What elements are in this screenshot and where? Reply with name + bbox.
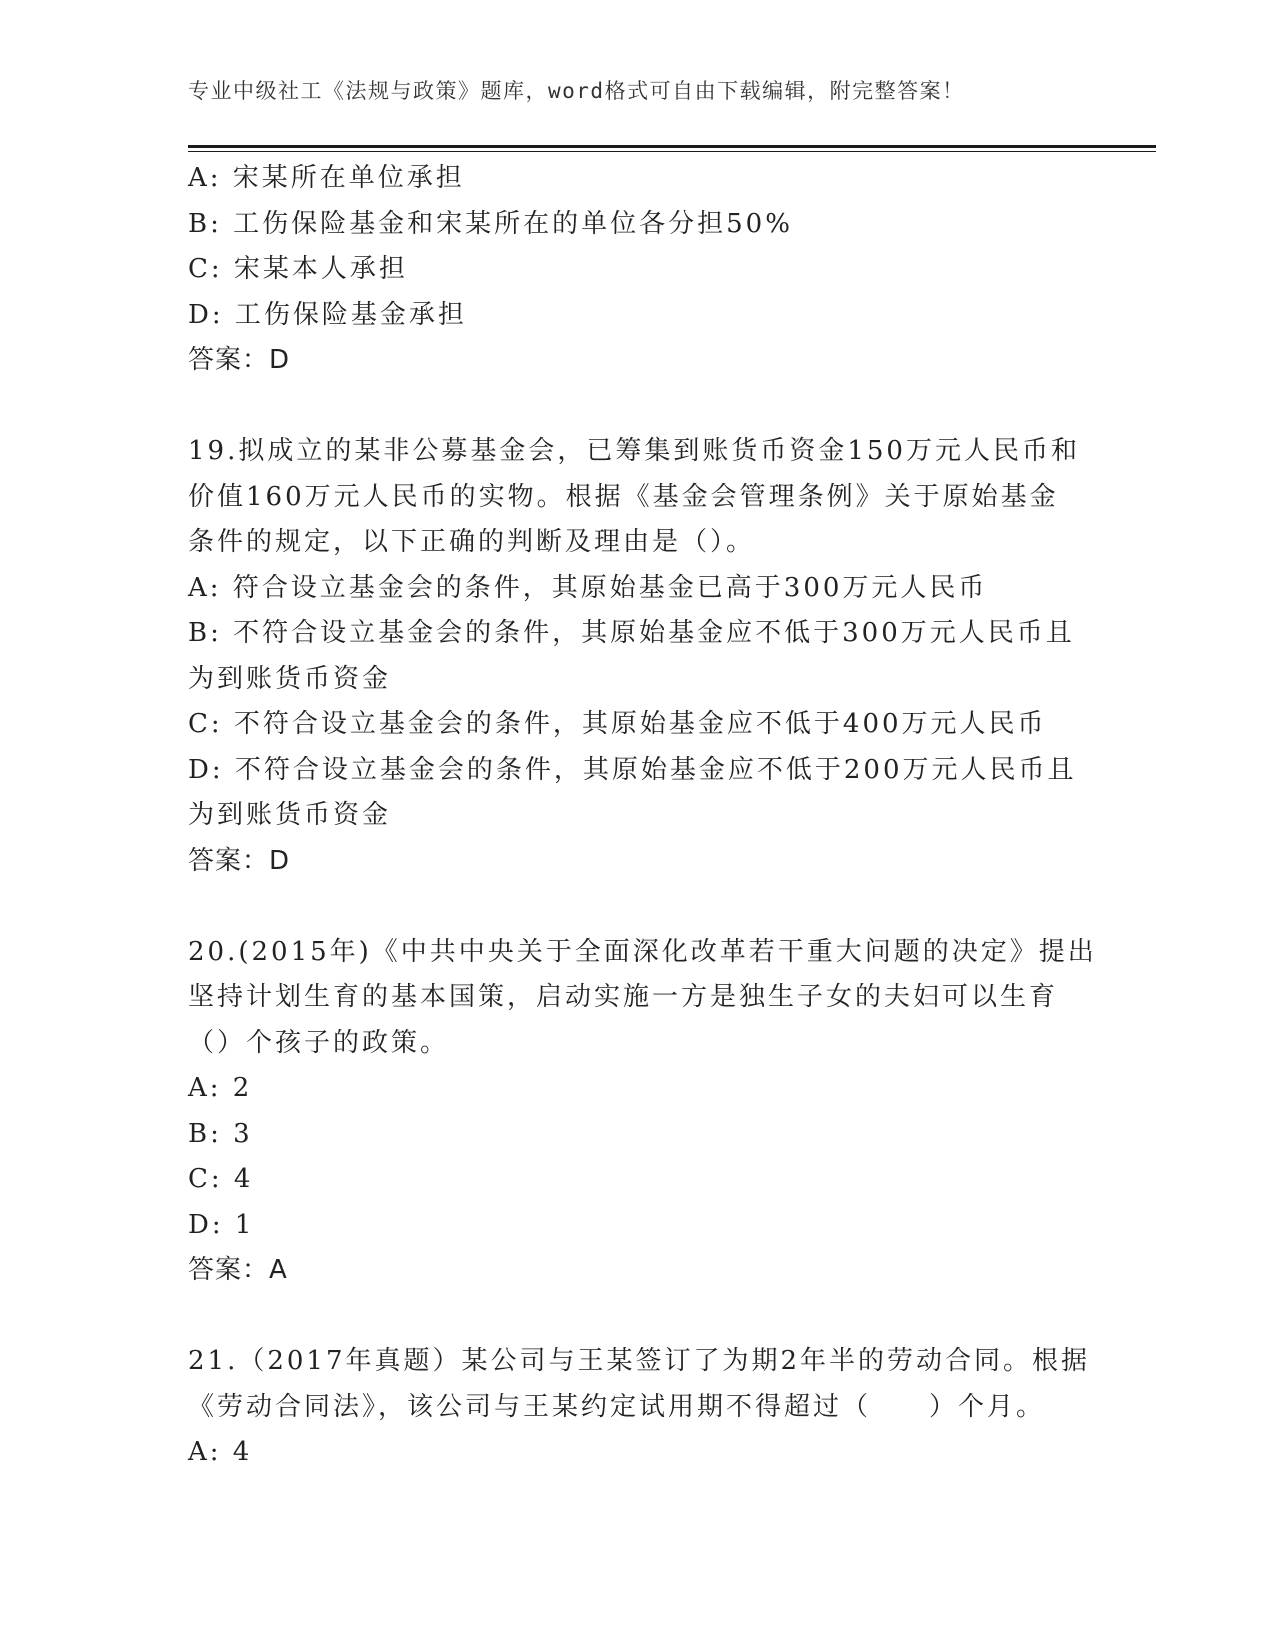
- option-b-continued: 为到账货币资金: [188, 663, 392, 694]
- option-b: B: 3: [188, 1118, 253, 1149]
- option-c: C: 不符合设立基金会的条件，其原始基金应不低于400万元人民币: [188, 709, 1047, 739]
- document-body: [188, 156, 1097, 1476]
- answer-line: 答案：D: [188, 845, 291, 876]
- option-d-continued: 为到账货币资金: [188, 800, 392, 830]
- question-stem-line: 坚持计划生育的基本国策，启动实施一方是独生子女的夫妇可以生育: [188, 982, 1059, 1012]
- option-d: D: 工伤保险基金承担: [188, 299, 467, 330]
- spacer: [188, 384, 1088, 430]
- option-d: D: 不符合设立基金会的条件，其原始基金应不低于200万元人民币且: [188, 754, 1077, 785]
- question-stem-line: 条件的规定，以下正确的判断及理由是（）。: [188, 527, 756, 557]
- header-divider: [188, 145, 1156, 152]
- option-a: A: 2: [188, 1073, 253, 1103]
- question-21: [188, 1339, 1091, 1476]
- spacer: [188, 1294, 1088, 1340]
- option-b: B: 工伤保险基金和宋某所在的单位各分担50%: [188, 208, 793, 239]
- option-a: A: 4: [188, 1437, 253, 1467]
- question-stem-line: 19.拟成立的某非公募基金会，已筹集到账货币资金150万元人民币和: [188, 436, 1080, 466]
- question-stem-line: （）个孩子的政策。: [188, 1027, 450, 1058]
- option-a: A: 符合设立基金会的条件，其原始基金已高于300万元人民币: [188, 572, 988, 603]
- answer-line: 答案：D: [188, 345, 291, 375]
- page-header: 专业中级社工《法规与政策》题库，word格式可自由下载编辑，附完整答案！: [188, 79, 965, 103]
- option-b: B: 不符合设立基金会的条件，其原始基金应不低于300万元人民币且: [188, 618, 1075, 648]
- question-stem-line: 20.(2015年)《中共中央关于全面深化改革若干重大问题的决定》提出: [188, 936, 1097, 967]
- question-18: [188, 156, 1088, 384]
- question-stem-line: 价值160万元人民币的实物。根据《基金会管理条例》关于原始基金: [188, 481, 1059, 512]
- question-19: [188, 429, 1088, 884]
- question-20: [188, 930, 1097, 1294]
- option-c: C: 4: [188, 1164, 254, 1194]
- option-c: C: 宋某本人承担: [188, 254, 408, 284]
- spacer: [188, 884, 1088, 930]
- option-a: A: 宋某所在单位承担: [188, 163, 465, 193]
- answer-line: 答案：A: [188, 1255, 288, 1285]
- option-d: D: 1: [188, 1209, 255, 1240]
- question-stem-line: 《劳动合同法》，该公司与王某约定试用期不得超过（ ）个月。: [188, 1391, 1046, 1422]
- question-stem-line: 21.（2017年真题）某公司与王某签订了为期2年半的劳动合同。根据: [188, 1346, 1091, 1376]
